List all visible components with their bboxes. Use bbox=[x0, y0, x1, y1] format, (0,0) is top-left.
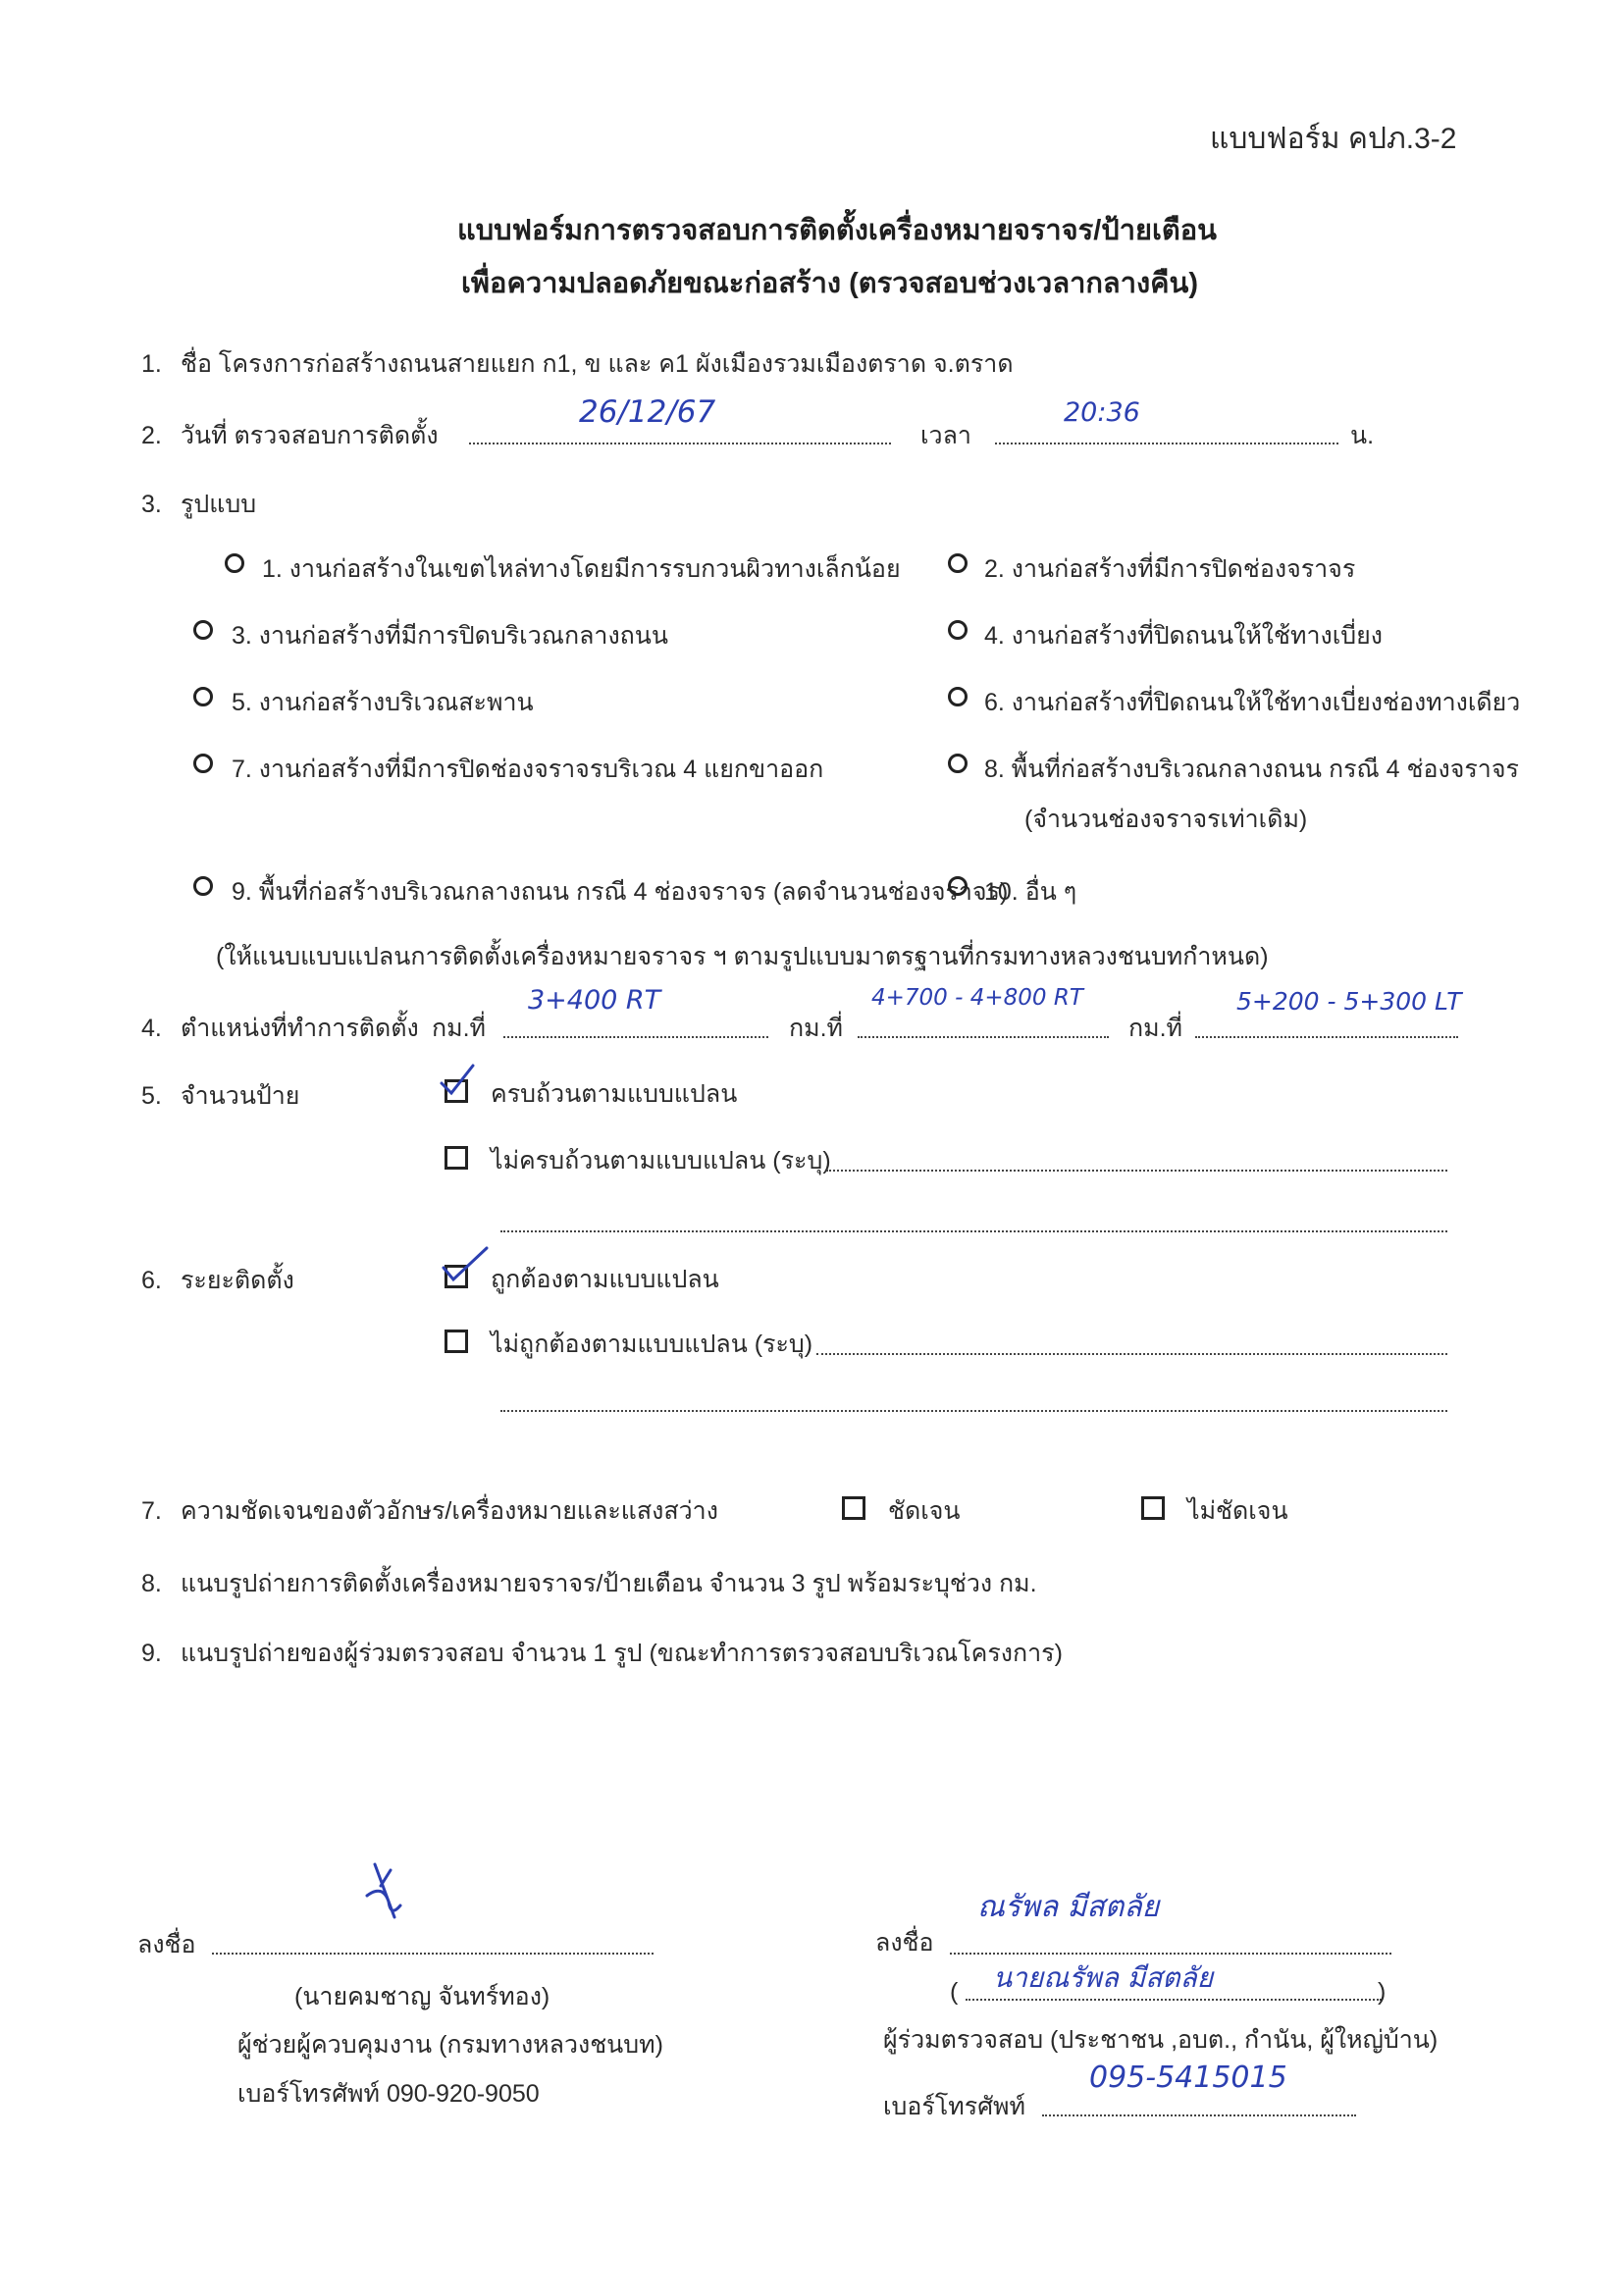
incomplete-specify-line-2[interactable] bbox=[500, 1230, 1447, 1232]
item3-number: 3. bbox=[141, 491, 162, 518]
right-phone-handwritten: 095-5415015 bbox=[1089, 2061, 1287, 2095]
km-value-3: 5+200 - 5+300 LT bbox=[1236, 987, 1462, 1016]
date-handwritten: 26/12/67 bbox=[579, 394, 716, 430]
right-signature-line[interactable] bbox=[950, 1953, 1391, 1955]
right-paren-open: ( bbox=[950, 1978, 959, 2006]
km-label-1: กม.ที่ bbox=[432, 1015, 487, 1042]
right-phone-line[interactable] bbox=[1042, 2114, 1356, 2116]
option2-radio[interactable] bbox=[948, 553, 968, 573]
item6-number: 6. bbox=[141, 1267, 162, 1294]
right-name-handwritten: นายณรัพล มีสตลัย bbox=[993, 1961, 1214, 1994]
option10-label: 10. อื่น ๆ bbox=[984, 878, 1077, 906]
left-signer-phone: เบอร์โทรศัพท์ 090-920-9050 bbox=[237, 2080, 540, 2108]
incorrect-label: ไม่ถูกต้องตามแบบแปลน (ระบุ) bbox=[491, 1331, 813, 1358]
right-signature-handwritten: ณรัพล มีสตลัย bbox=[977, 1890, 1160, 1924]
option9-label: 9. พื้นที่ก่อสร้างบริเวณกลางถนน กรณี 4 ช่องจราจร (ลดจำนวนช่องจราจร) bbox=[232, 878, 1009, 906]
item1-project-name: ชื่อ โครงการก่อสร้างถนนสายแยก ก1, ข และ ค1 ผังเมืองรวมเมืองตราด จ.ตราด bbox=[181, 350, 1014, 378]
time-unit: น. bbox=[1350, 422, 1375, 449]
form-title-line2: เพื่อความปลอดภัยขณะก่อสร้าง (ตรวจสอบช่วงเวลากลางคืน) bbox=[461, 268, 1199, 299]
correct-label: ถูกต้องตามแบบแปลน bbox=[491, 1266, 719, 1293]
item4-number: 4. bbox=[141, 1015, 162, 1042]
correct-checkmark bbox=[440, 1244, 489, 1287]
left-sign-label: ลงชื่อ bbox=[137, 1931, 196, 1958]
incorrect-specify-line-2[interactable] bbox=[500, 1410, 1447, 1412]
left-signature-mark bbox=[361, 1862, 410, 1927]
item8-number: 8. bbox=[141, 1570, 162, 1597]
left-signer-position: ผู้ช่วยผู้ควบคุมงาน (กรมทางหลวงชนบท) bbox=[237, 2031, 663, 2059]
km-label-3: กม.ที่ bbox=[1128, 1015, 1183, 1042]
item4-label: ตำแหน่งที่ทำการติดตั้ง bbox=[181, 1015, 419, 1042]
item6-label: ระยะติดตั้ง bbox=[181, 1267, 294, 1294]
item2-label: วันที่ ตรวจสอบการติดตั้ง bbox=[181, 422, 439, 449]
item9-label: แนบรูปถ่ายของผู้ร่วมตรวจสอบ จำนวน 1 รูป (ขณะทำการตรวจสอบบริเวณโครงการ) bbox=[181, 1640, 1063, 1667]
item1-number: 1. bbox=[141, 350, 162, 378]
left-signature-line[interactable] bbox=[212, 1953, 654, 1955]
option5-label: 5. งานก่อสร้างบริเวณสะพาน bbox=[232, 689, 534, 716]
option2-label: 2. งานก่อสร้างที่มีการปิดช่องจราจร bbox=[984, 555, 1356, 583]
option8-label: 8. พื้นที่ก่อสร้างบริเวณกลางถนน กรณี 4 ช่องจราจร bbox=[984, 756, 1519, 783]
item2-number: 2. bbox=[141, 422, 162, 449]
km-field-3[interactable] bbox=[1195, 1036, 1458, 1038]
option4-label: 4. งานก่อสร้างที่ปิดถนนให้ใช้ทางเบี่ยง bbox=[984, 622, 1383, 650]
option3-radio[interactable] bbox=[193, 620, 213, 640]
option4-radio[interactable] bbox=[948, 620, 968, 640]
right-signer-position: ผู้ร่วมตรวจสอบ (ประชาชน ,อบต., กำนัน, ผู้ใหญ่บ้าน) bbox=[883, 2026, 1439, 2054]
clear-checkbox[interactable] bbox=[842, 1496, 865, 1520]
complete-label: ครบถ้วนตามแบบแปลน bbox=[491, 1080, 738, 1108]
option9-radio[interactable] bbox=[193, 876, 213, 896]
time-label: เวลา bbox=[920, 422, 971, 449]
item3-label: รูปแบบ bbox=[181, 491, 257, 518]
incorrect-checkbox[interactable] bbox=[445, 1330, 468, 1353]
km-value-1: 3+400 RT bbox=[528, 985, 661, 1016]
option3-label: 3. งานก่อสร้างที่มีการปิดบริเวณกลางถนน bbox=[232, 622, 668, 650]
option1-label: 1. งานก่อสร้างในเขตไหล่ทางโดยมีการรบกวนผิวทางเล็กน้อย bbox=[262, 555, 901, 583]
option5-radio[interactable] bbox=[193, 687, 213, 706]
unclear-label: ไม่ชัดเจน bbox=[1187, 1497, 1288, 1525]
option1-radio[interactable] bbox=[225, 553, 244, 573]
incorrect-specify-line[interactable] bbox=[816, 1353, 1447, 1355]
option8-radio[interactable] bbox=[948, 754, 968, 773]
date-field-line[interactable] bbox=[469, 443, 891, 444]
option10-radio[interactable] bbox=[948, 876, 968, 896]
complete-checkmark bbox=[438, 1064, 477, 1103]
item7-label: ความชัดเจนของตัวอักษร/เครื่องหมายและแสงสว่าง bbox=[181, 1497, 718, 1525]
item9-number: 9. bbox=[141, 1640, 162, 1667]
item8-label: แนบรูปถ่ายการติดตั้งเครื่องหมายจราจร/ป้ายเตือน จำนวน 3 รูป พร้อมระบุช่วง กม. bbox=[181, 1570, 1037, 1597]
km-label-2: กม.ที่ bbox=[789, 1015, 844, 1042]
option8-note: (จำนวนช่องจราจรเท่าเดิม) bbox=[1024, 806, 1308, 833]
option6-label: 6. งานก่อสร้างที่ปิดถนนให้ใช้ทางเบี่ยงช่องทางเดียว bbox=[984, 689, 1521, 716]
time-handwritten: 20:36 bbox=[1064, 397, 1140, 428]
right-phone-label: เบอร์โทรศัพท์ bbox=[883, 2093, 1026, 2120]
option7-radio[interactable] bbox=[193, 754, 213, 773]
item5-number: 5. bbox=[141, 1082, 162, 1110]
incomplete-label: ไม่ครบถ้วนตามแบบแปลน (ระบุ) bbox=[491, 1147, 831, 1174]
left-signer-name: (นายคมชาญ จันทร์ทอง) bbox=[294, 1983, 550, 2010]
option6-radio[interactable] bbox=[948, 687, 968, 706]
incomplete-checkbox[interactable] bbox=[445, 1146, 468, 1170]
km-value-2: 4+700 - 4+800 RT bbox=[871, 985, 1083, 1011]
form-code: แบบฟอร์ม คปภ.3-2 bbox=[1210, 123, 1457, 155]
unclear-checkbox[interactable] bbox=[1141, 1496, 1165, 1520]
km-field-2[interactable] bbox=[858, 1036, 1109, 1038]
item5-label: จำนวนป้าย bbox=[181, 1082, 300, 1110]
clear-label: ชัดเจน bbox=[888, 1497, 961, 1525]
option7-label: 7. งานก่อสร้างที่มีการปิดช่องจราจรบริเวณ 4 แยกขาออก bbox=[232, 756, 824, 783]
incomplete-specify-line[interactable] bbox=[826, 1170, 1447, 1172]
km-field-1[interactable] bbox=[503, 1036, 768, 1038]
item7-number: 7. bbox=[141, 1497, 162, 1525]
right-paren-close: ) bbox=[1378, 1978, 1387, 2006]
right-sign-label: ลงชื่อ bbox=[875, 1929, 934, 1957]
form-title-line1: แบบฟอร์มการตรวจสอบการติดตั้งเครื่องหมายจราจร/ป้ายเตือน bbox=[457, 215, 1217, 246]
time-field-line[interactable] bbox=[995, 443, 1338, 444]
item3-note: (ให้แนบแบบแปลนการติดตั้งเครื่องหมายจราจร ฯ ตามรูปแบบมาตรฐานที่กรมทางหลวงชนบทกำหนด) bbox=[216, 943, 1269, 970]
